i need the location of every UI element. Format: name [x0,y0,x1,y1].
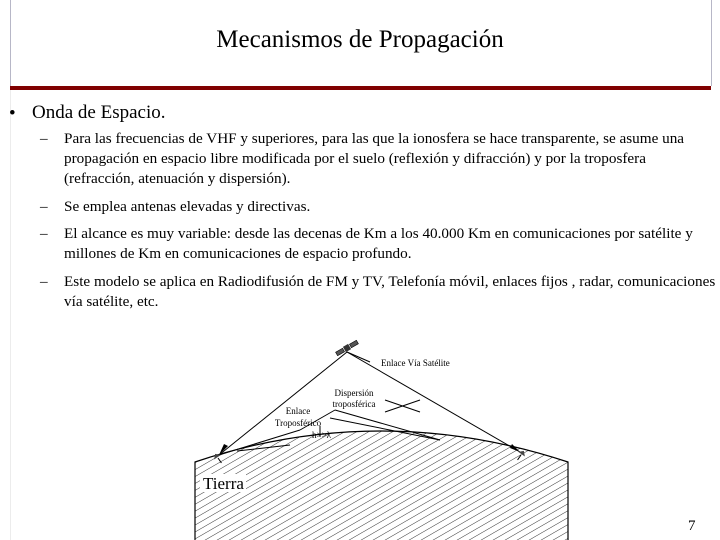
dash-marker: – [40,225,48,242]
dash-marker: – [40,273,48,290]
main-bullet: Onda de Espacio. [32,102,166,123]
dash-marker: – [40,130,48,147]
subpoint-text: El alcance es muy variable: desde las decenas de Km a los 40.000 Km en comunicaciones por satélite y millones de Km en comunicaciones de espacio profundo. [64,225,693,262]
dash-marker: – [40,198,48,215]
earth-label: Tierra [203,474,244,493]
height-label: h>>λ [312,430,332,440]
bullet-marker: • [9,103,16,124]
satellite-link-label: Enlace Vía Satélite [381,358,450,368]
tropospheric-link-label-line1: Enlace [285,406,311,416]
tropospheric-link-label-line2: Troposférico [274,418,322,428]
subpoint-text: Este modelo se aplica en Radiodifusión de FM y TV, Telefonía móvil, enlaces fijos , radar, comunicaciones vía satélite, etc. [64,273,716,310]
dispersion-label-line2: troposférica [332,399,376,409]
subpoint-text: Se emplea antenas elevadas y directivas. [64,198,311,215]
subpoint-text: Para las frecuencias de VHF y superiores, para las que la ionosfera se hace transparente, se asume una propagación en espacio libre modificada por el suelo (reflexión y difracción) y por la troposfera (refracción, atenuación y dispersión). [64,130,685,187]
dispersion-label-line1: Dispersión [334,388,374,398]
satellite-icon [335,339,359,356]
page-number: 7 [688,518,696,534]
page-title: Mecanismos de Propagación [216,26,504,53]
